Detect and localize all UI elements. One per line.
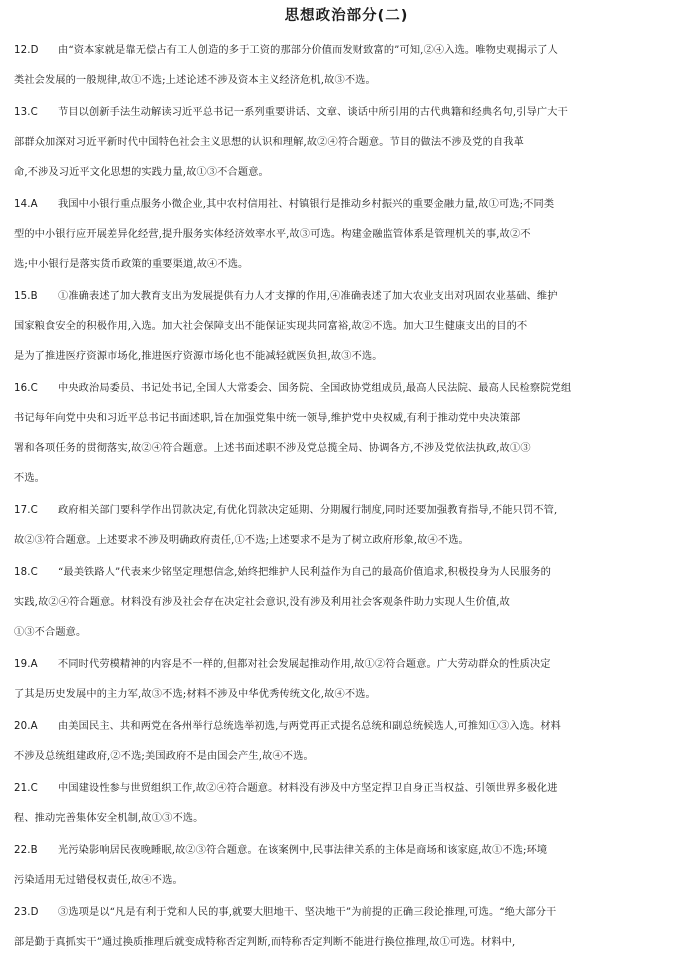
question-number-answer: 16.C bbox=[14, 383, 38, 394]
answer-first-line bbox=[14, 36, 676, 66]
question-number-answer: 15.B bbox=[14, 291, 38, 302]
answer-continuation-line: 了其是历史发展中的主力军,故③不选;材料不涉及中华优秀传统文化,故④不选。 bbox=[14, 689, 376, 700]
answer-continuation-line: 实践,故②④符合题意。材料没有涉及社会存在决定社会意识,没有涉及利用社会客观条件助力实现人生价值,故 bbox=[14, 597, 511, 608]
answer-text: 节目以创新手法生动解读习近平总书记一系列重要讲话、文章、谈话中所引用的古代典籍和经典名句,引导广大干 bbox=[58, 107, 568, 118]
question-number-answer: 21.C bbox=[14, 783, 38, 794]
answer-text: ③选项是以“凡是有利于党和人民的事,就要大胆地干、坚决地干”为前提的正确三段论推理,可选。“绝大部分干 bbox=[58, 907, 557, 918]
answer-continuation-line: 污染适用无过错侵权责任,故④不选。 bbox=[14, 875, 183, 886]
answer-item bbox=[14, 898, 676, 958]
answer-continuation-line: 部是勤于真抓实干”通过换质推理后就变成特称否定判断,而特称否定判断不能进行换位推理,故①可选。材料中, bbox=[14, 937, 516, 948]
answer-first-line bbox=[14, 374, 676, 404]
answer-continuation-line: 不涉及总统组建政府,②不选;美国政府不是由国会产生,故④不选。 bbox=[14, 751, 314, 762]
answer-continuation-line: 是为了推进医疗资源市场化,推进医疗资源市场化也不能减轻就医负担,故③不选。 bbox=[14, 351, 383, 362]
answer-item bbox=[14, 36, 676, 96]
answer-first-line bbox=[14, 650, 676, 680]
answer-item bbox=[14, 374, 676, 494]
answer-item bbox=[14, 836, 676, 896]
answer-item bbox=[14, 190, 676, 280]
answer-first-line bbox=[14, 898, 676, 928]
answer-first-line bbox=[14, 282, 676, 312]
answer-continuation-line: 部群众加深对习近平新时代中国特色社会主义思想的认识和理解,故②④符合题意。节目的做法不涉及党的自我革 bbox=[14, 137, 524, 148]
answer-item bbox=[14, 496, 676, 556]
answer-text: 中国建设性参与世贸组织工作,故②④符合题意。材料没有涉及中方坚定捍卫自身正当权益、引领世界多极化进 bbox=[58, 783, 558, 794]
question-number-answer: 23.D bbox=[14, 907, 39, 918]
question-number-answer: 12.D bbox=[14, 45, 39, 56]
answer-text: 由美国民主、共和两党在各州举行总统选举初选,与两党再正式提名总统和副总统候选人,可推知①③入选。材料 bbox=[58, 721, 561, 732]
question-number-answer: 19.A bbox=[14, 659, 38, 670]
answer-item bbox=[14, 282, 676, 372]
answer-item bbox=[14, 712, 676, 772]
answer-text: 由“资本家就是靠无偿占有工人创造的多于工资的那部分价值而发财致富的”可知,②④入选。唯物史观揭示了人 bbox=[58, 45, 558, 56]
answer-text: 中央政治局委员、书记处书记,全国人大常委会、国务院、全国政协党组成员,最高人民法院、最高人民检察院党组 bbox=[58, 383, 572, 394]
answer-continuation-line: 国家粮食安全的积极作用,入选。加大社会保障支出不能保证实现共同富裕,故②不选。加大卫生健康支出的目的不 bbox=[14, 321, 528, 332]
answer-continuation-line: 命,不涉及习近平文化思想的实践力量,故①③不合题意。 bbox=[14, 167, 269, 178]
answer-continuation-line: 署和各项任务的贯彻落实,故②④符合题意。上述书面述职不涉及党总揽全局、协调各方,不涉及党依法执政,故①③ bbox=[14, 443, 531, 454]
answer-item bbox=[14, 558, 676, 648]
answer-text: ①准确表述了加大教育支出为发展提供有力人才支撑的作用,④准确表述了加大农业支出对巩固农业基础、维护 bbox=[58, 291, 558, 302]
answer-item bbox=[14, 774, 676, 834]
answer-text: 光污染影响居民夜晚睡眠,故②③符合题意。在该案例中,民事法律关系的主体是商场和该家庭,故①不选;环境 bbox=[58, 845, 548, 856]
answer-item bbox=[14, 650, 676, 710]
page-title: 思想政治部分(二) bbox=[284, 8, 409, 24]
answer-continuation-line: 书记每年向党中央和习近平总书记书面述职,旨在加强党集中统一领导,维护党中央权威,有利于推动党中央决策部 bbox=[14, 413, 521, 424]
answer-continuation-line: 选;中小银行是落实货币政策的重要渠道,故④不选。 bbox=[14, 259, 249, 270]
answer-text: 政府相关部门要科学作出罚款决定,有优化罚款决定延期、分期履行制度,同时还要加强教育指导,不能只罚不管, bbox=[58, 505, 558, 516]
question-number-answer: 22.B bbox=[14, 845, 38, 856]
question-number-answer: 17.C bbox=[14, 505, 38, 516]
answer-item bbox=[14, 98, 676, 188]
answer-first-line bbox=[14, 836, 676, 866]
answer-text: “最美铁路人”代表来少铭坚定理想信念,始终把维护人民利益作为自己的最高价值追求,积极投身为人民服务的 bbox=[58, 567, 552, 578]
question-number-answer: 14.A bbox=[14, 199, 38, 210]
answer-first-line bbox=[14, 98, 676, 128]
question-number-answer: 13.C bbox=[14, 107, 38, 118]
question-number-answer: 18.C bbox=[14, 567, 38, 578]
answer-continuation-line: 故②③符合题意。上述要求不涉及明确政府责任,①不选;上述要求不是为了树立政府形象,故④不选。 bbox=[14, 535, 469, 546]
answer-first-line bbox=[14, 496, 676, 526]
answer-first-line bbox=[14, 190, 676, 220]
answer-continuation-line: 不选。 bbox=[14, 473, 46, 484]
answer-continuation-line: 型的中小银行应开展差异化经营,提升服务实体经济效率水平,故③可选。构建金融监管体系是管理机关的事,故②不 bbox=[14, 229, 531, 240]
answer-first-line bbox=[14, 712, 676, 742]
answer-continuation-line: ①③不合题意。 bbox=[14, 627, 87, 638]
answer-text: 不同时代劳模精神的内容是不一样的,但都对社会发展起推动作用,故①②符合题意。广大劳动群众的性质决定 bbox=[58, 659, 551, 670]
answer-continuation-line: 程、推动完善集体安全机制,故①③不选。 bbox=[14, 813, 204, 824]
answer-first-line bbox=[14, 774, 676, 804]
question-number-answer: 20.A bbox=[14, 721, 38, 732]
answer-text: 我国中小银行重点服务小微企业,其中农村信用社、村镇银行是推动乡村振兴的重要金融力量,故①可选;不同类 bbox=[58, 199, 555, 210]
answer-continuation-line: 类社会发展的一般规律,故①不选;上述论述不涉及资本主义经济危机,故③不选。 bbox=[14, 75, 376, 86]
answer-first-line bbox=[14, 558, 676, 588]
